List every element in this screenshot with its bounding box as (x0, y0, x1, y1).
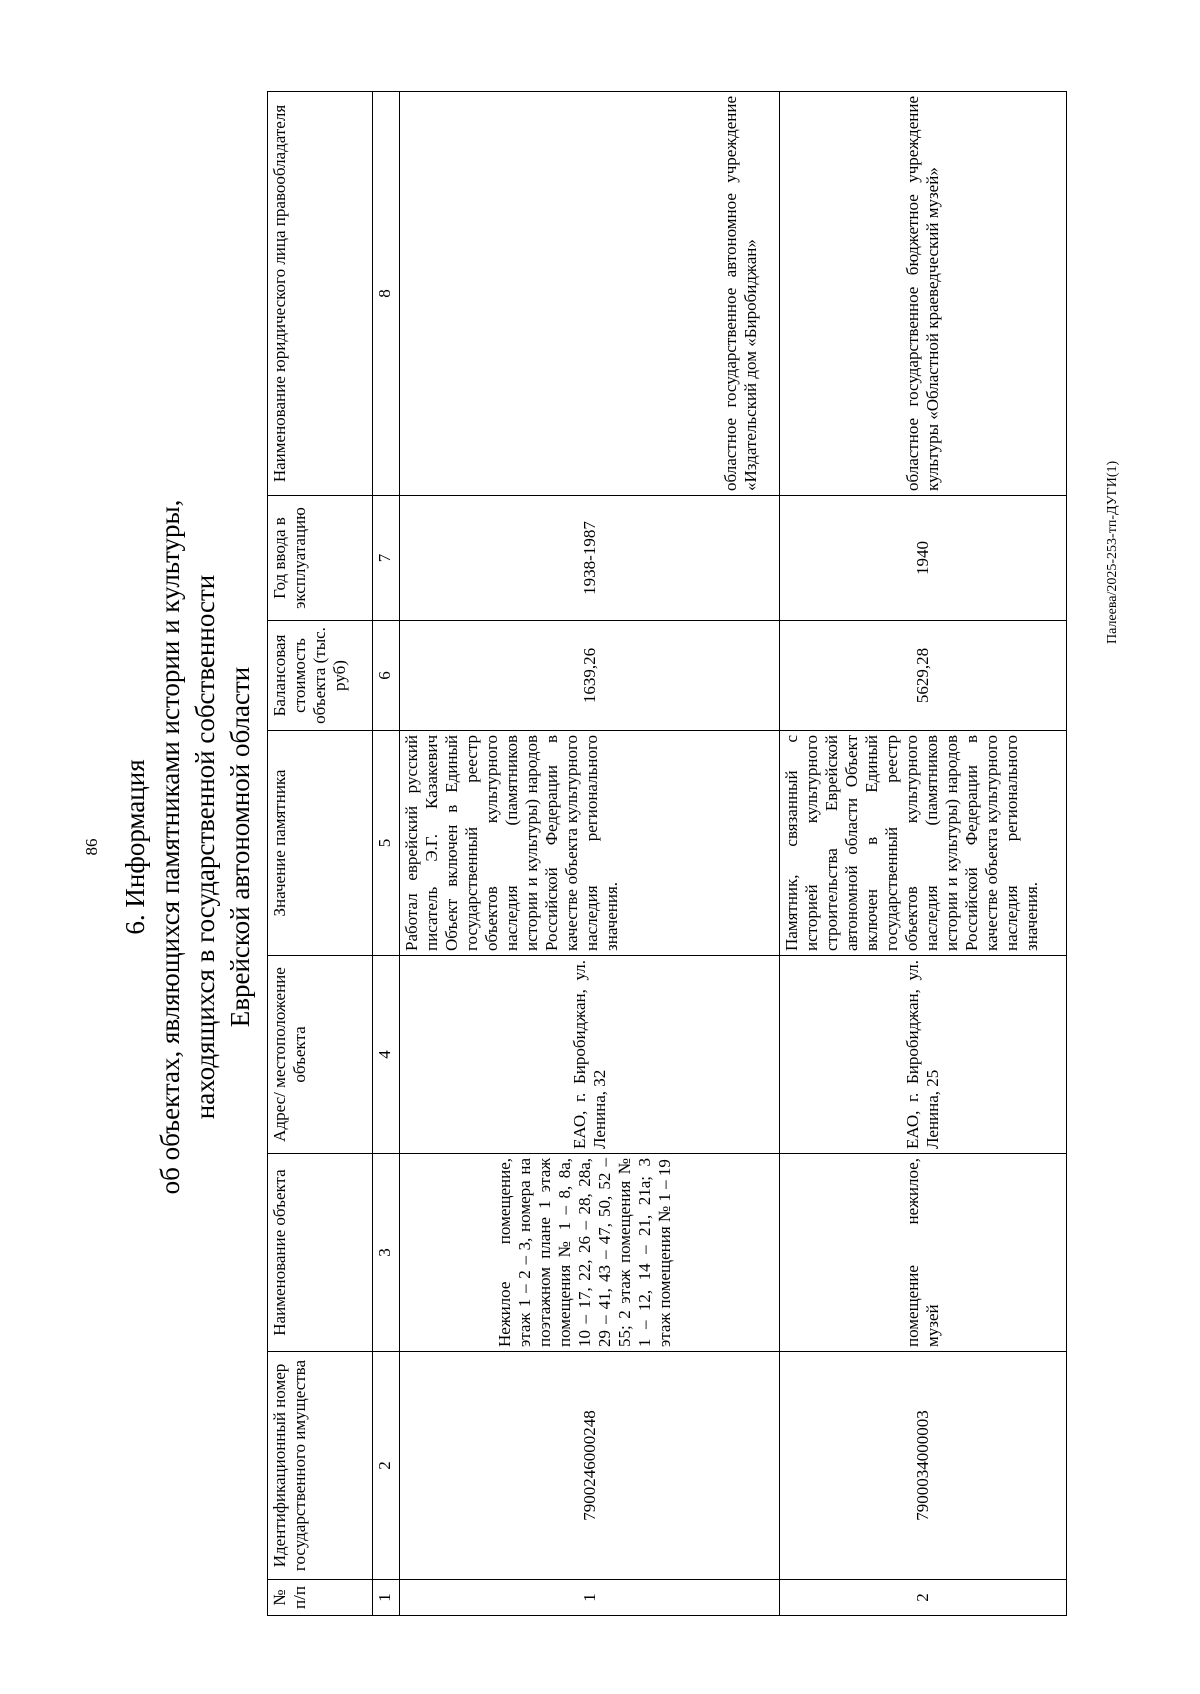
row-significance: Работал еврейский русский писатель Э.Г. Казакевич Объект включен в Единый государственный реестр объектов культурного наследия (памятников истории и культуры) народов Российской Федерации в качестве объекта культурного наследия регионального значения. (400, 731, 780, 956)
column-number: 7 (373, 496, 400, 621)
column-number: 2 (373, 1352, 400, 1580)
header-significance: Значение памятника (268, 731, 373, 956)
column-number-row (373, 92, 400, 1616)
title-line-1: 6. Информация (120, 759, 150, 935)
monuments-table (267, 91, 1067, 1616)
row-significance: Памятник, связанный с историей культурного строительства Еврейской автономной области Объект включен в Единый государственный реестр объектов культурного наследия (памятников истории и культуры) народов Российской Федерации в качестве объекта культурного наследия регионального значения. (780, 731, 1067, 956)
header-num: № п/п (268, 1580, 373, 1616)
title-line-4: Еврейской автономной области (225, 666, 255, 1028)
row-number: 1 (400, 1580, 780, 1616)
row-address: ЕАО, г. Биробиджан, ул. Ленина, 32 (400, 956, 780, 1154)
row-holder: областное государственное бюджетное учреждение культуры «Областной краеведческий музей» (780, 92, 1067, 496)
row-year: 1938-1987 (400, 496, 780, 621)
row-number: 2 (780, 1580, 1067, 1616)
row-name: Нежилое помещение, этаж 1 – 2 – 3, номера на поэтажном плане 1 этаж помещения № 1 – 8, 8а, 10 – 17, 22, 26 – 28, 28а, 29 – 41, 43 – 47, 50, 52 – 55; 2 этаж помещения № 1 – 12, 14 – 21, 21а; 3 этаж помещения № 1 – 19 (400, 1154, 780, 1352)
header-holder: Наименование юридического лица правообладателя (268, 92, 373, 496)
column-number: 3 (373, 1154, 400, 1352)
title-line-2: об объектах, являющихся памятниками истории и культуры, (155, 499, 185, 1195)
column-number: 8 (373, 92, 400, 496)
row-holder: областное государственное автономное учреждение «Издательский дом «Биробиджан» (400, 92, 780, 496)
row-id: 7900246000248 (400, 1352, 780, 1580)
header-name: Наименование объекта (268, 1154, 373, 1352)
document-footer: Палеева/2025-253-тп-ДУГИ(1) (1105, 460, 1120, 644)
row-year: 1940 (780, 496, 1067, 621)
row-balance: 1639,26 (400, 621, 780, 731)
header-year: Год ввода в эксплуатацию (268, 496, 373, 621)
page-number: 86 (82, 838, 101, 856)
column-number: 5 (373, 731, 400, 956)
title-line-3: находящихся в государственной собственности (190, 574, 220, 1120)
header-id: Идентификационный номер государственного имущества (268, 1352, 373, 1580)
column-number: 6 (373, 621, 400, 731)
row-address: ЕАО, г. Биробиджан, ул. Ленина, 25 (780, 956, 1067, 1154)
row-name: помещение нежилое, музей (780, 1154, 1067, 1352)
row-balance: 5629,28 (780, 621, 1067, 731)
header-balance: Балансовая стоимость объекта (тыс. руб) (268, 621, 373, 731)
table-row (400, 92, 780, 1616)
header-row (268, 92, 373, 1616)
table-row (780, 92, 1067, 1616)
column-number: 4 (373, 956, 400, 1154)
column-number: 1 (373, 1580, 400, 1616)
header-address: Адрес/ местоположение объекта (268, 956, 373, 1154)
row-id: 7900034000003 (780, 1352, 1067, 1580)
document-title (118, 0, 258, 1694)
